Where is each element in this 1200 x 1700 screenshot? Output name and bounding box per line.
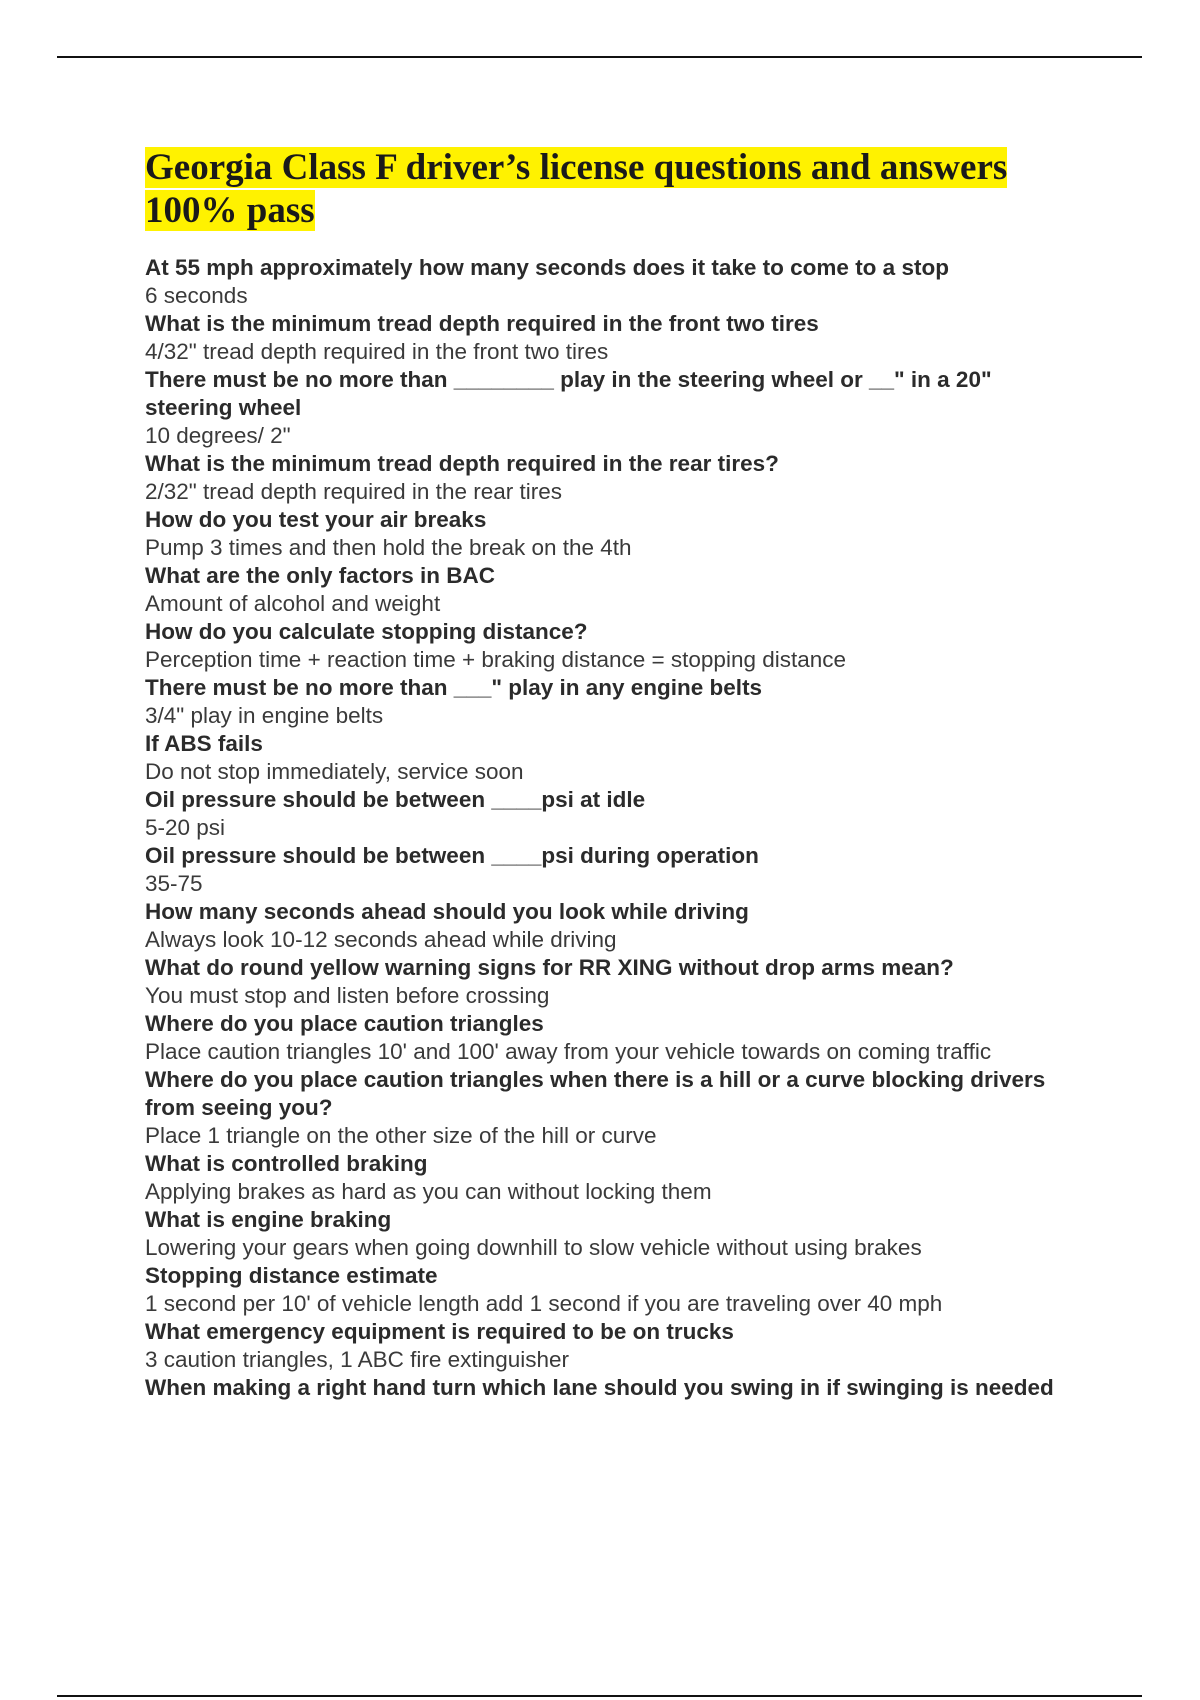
answer-text: Pump 3 times and then hold the break on the 4th: [145, 535, 632, 560]
question-text: If ABS fails: [145, 731, 263, 756]
answer-text: 1 second per 10' of vehicle length add 1 second if you are traveling over 40 mph: [145, 1291, 943, 1316]
qa-item: [145, 366, 1070, 450]
answer-text: Do not stop immediately, service soon: [145, 759, 524, 784]
question-text: There must be no more than ___" play in any engine belts: [145, 675, 763, 700]
page-top-rule: [57, 56, 1142, 58]
page-bottom-rule: [57, 1695, 1142, 1697]
qa-item: [145, 618, 1070, 674]
answer-text: 4/32" tread depth required in the front two tires: [145, 339, 609, 364]
question-text: Where do you place caution triangles: [145, 1011, 544, 1036]
question-text: When making a right hand turn which lane should you swing in if swinging is needed: [145, 1375, 1054, 1400]
question-text: What is controlled braking: [145, 1151, 428, 1176]
answer-text: Place 1 triangle on the other size of the hill or curve: [145, 1123, 657, 1148]
answer-text: Place caution triangles 10' and 100' away from your vehicle towards on coming traffic: [145, 1039, 992, 1064]
qa-item: [145, 562, 1070, 618]
question-text: There must be no more than ________ play in the steering wheel or __" in a 20" steering wheel: [145, 367, 992, 420]
answer-text: Lowering your gears when going downhill to slow vehicle without using brakes: [145, 1235, 922, 1260]
answer-text: You must stop and listen before crossing: [145, 983, 550, 1008]
question-text: Stopping distance estimate: [145, 1263, 438, 1288]
answer-text: 6 seconds: [145, 283, 248, 308]
question-text: Where do you place caution triangles when there is a hill or a curve blocking drivers from seeing you?: [145, 1067, 1046, 1120]
qa-item: [145, 674, 1070, 730]
qa-item: [145, 1010, 1070, 1066]
qa-item: [145, 786, 1070, 842]
answer-text: 10 degrees/ 2": [145, 423, 291, 448]
question-text: Oil pressure should be between ____psi at idle: [145, 787, 646, 812]
qa-item: [145, 310, 1070, 366]
question-text: How many seconds ahead should you look while driving: [145, 899, 749, 924]
question-text: What are the only factors in BAC: [145, 563, 496, 588]
question-text: What is the minimum tread depth required in the rear tires?: [145, 451, 779, 476]
qa-item: [145, 730, 1070, 786]
question-text: What is engine braking: [145, 1207, 392, 1232]
question-text: How do you test your air breaks: [145, 507, 487, 532]
question-text: What emergency equipment is required to be on trucks: [145, 1319, 734, 1344]
document-body: [145, 146, 1070, 1402]
answer-text: Amount of alcohol and weight: [145, 591, 441, 616]
answer-text: 2/32" tread depth required in the rear tires: [145, 479, 562, 504]
qa-item: [145, 506, 1070, 562]
qa-item: [145, 450, 1070, 506]
document-title: [145, 146, 1070, 232]
answer-text: Always look 10-12 seconds ahead while driving: [145, 927, 617, 952]
qa-item: [145, 1066, 1070, 1150]
qa-item: [145, 1262, 1070, 1318]
qa-item: [145, 254, 1070, 310]
question-text: What do round yellow warning signs for RR XING without drop arms mean?: [145, 955, 954, 980]
document-title-text: Georgia Class F driver’s license questions and answers 100% pass: [145, 147, 1008, 231]
qa-item: [145, 1318, 1070, 1374]
question-text: How do you calculate stopping distance?: [145, 619, 588, 644]
qa-item: [145, 1206, 1070, 1262]
qa-item: [145, 954, 1070, 1010]
answer-text: 3/4" play in engine belts: [145, 703, 384, 728]
qa-item: [145, 1150, 1070, 1206]
qa-item: [145, 842, 1070, 898]
answer-text: Applying brakes as hard as you can without locking them: [145, 1179, 712, 1204]
answer-text: Perception time + reaction time + braking distance = stopping distance: [145, 647, 847, 672]
answer-text: 3 caution triangles, 1 ABC fire extinguisher: [145, 1347, 569, 1372]
qa-item: [145, 1374, 1070, 1402]
answer-text: 5-20 psi: [145, 815, 226, 840]
question-text: Oil pressure should be between ____psi during operation: [145, 843, 759, 868]
question-text: At 55 mph approximately how many seconds does it take to come to a stop: [145, 255, 949, 280]
qa-list: [145, 254, 1070, 1402]
answer-text: 35-75: [145, 871, 203, 896]
question-text: What is the minimum tread depth required in the front two tires: [145, 311, 819, 336]
qa-item: [145, 898, 1070, 954]
